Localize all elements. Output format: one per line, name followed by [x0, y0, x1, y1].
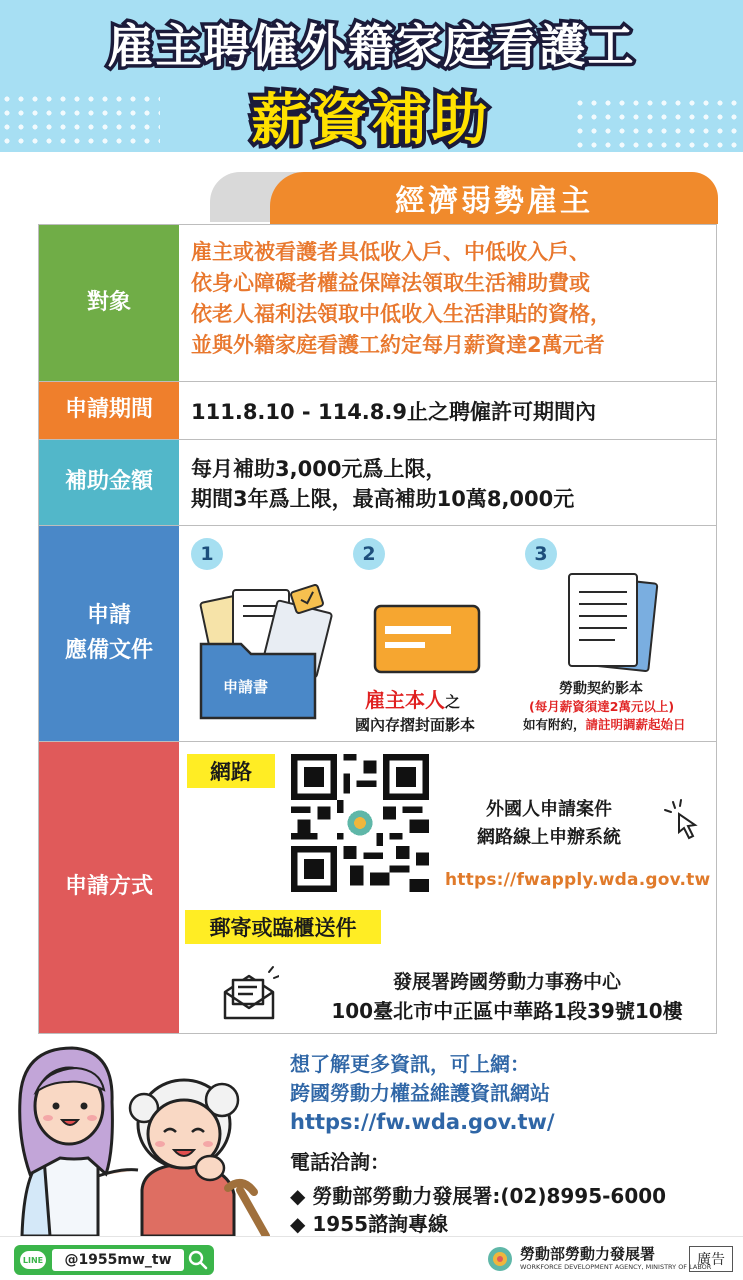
category-tab [270, 172, 718, 224]
search-icon[interactable] [188, 1250, 208, 1270]
online-desc [477, 796, 621, 852]
row-documents-label [39, 526, 179, 741]
target-line: 並與外籍家庭看護工約定每月薪資達2萬元者 [191, 333, 605, 357]
step1-number: 1 [191, 538, 223, 570]
category-tab-label: 經濟弱勢雇主 [395, 184, 593, 219]
bullet-icon: ◆ [290, 1184, 306, 1208]
step2-caption-suffix: 之 [445, 693, 461, 711]
online-url-link[interactable]: https://fwapply.wda.gov.tw [445, 870, 711, 890]
line-id: @1955mw_tw [52, 1249, 184, 1271]
more-info-line2: 跨國勞動力權益維護資訊網站 [290, 1081, 550, 1105]
mail-envelope-icon [219, 964, 279, 1024]
online-tag: 網路 [187, 754, 275, 788]
step3-caption-line1: 勞動契約影本 [559, 681, 643, 697]
footer [0, 1236, 743, 1280]
header-banner [0, 0, 743, 152]
row-target-content [179, 225, 716, 381]
row-period-value: 111.8.10 - 114.8.9止之聘僱許可期間內 [191, 399, 596, 424]
documents-label-line2: 應備文件 [64, 637, 153, 663]
step3-caption-red-line: (每月薪資須達2萬元以上) [529, 699, 675, 714]
step3-caption-red-tail: 請註明調薪起始日 [585, 717, 686, 732]
pointer-click-icon [663, 798, 713, 848]
phone1-text: 勞動部勞動力發展署:(02)8995-6000 [312, 1184, 667, 1208]
step2-caption-line2: 國內存摺封面影本 [355, 716, 476, 734]
row-target [38, 224, 717, 382]
step2-caption-red: 雇主本人 [365, 688, 445, 712]
phone2-text: 1955諮詢專線 [312, 1212, 449, 1236]
agency-english-name: WORKFORCE DEVELOPMENT AGENCY, MINISTRY OF LABOR [520, 1263, 712, 1271]
line-logo-icon: LINE [20, 1251, 46, 1269]
application-folder-icon [197, 584, 337, 724]
online-desc-line2: 網路線上申辦系統 [477, 827, 621, 848]
row-period-label: 申請期間 [39, 382, 179, 439]
target-line: 雇主或被看護者具低收入戶、中低收入戶、 [191, 240, 590, 264]
mail-address [287, 968, 727, 1026]
contract-document-icon [563, 570, 663, 674]
agency-name: 勞動部勞動力發展署 [520, 1245, 656, 1263]
mail-tag: 郵寄或臨櫃送件 [185, 910, 381, 944]
passbook-icon [373, 604, 481, 674]
step3-caption-line3 [523, 715, 686, 733]
online-desc-line1: 外國人申請案件 [486, 799, 612, 820]
phone-heading: 電話洽詢： [290, 1150, 390, 1174]
more-info-block [290, 1050, 555, 1137]
folder-label: 申請書 [223, 678, 269, 696]
target-line: 依老人福利法領取中低收入生活津貼的資格， [191, 302, 611, 326]
row-period [38, 382, 717, 440]
more-info-line1: 想了解更多資訊，可上網： [290, 1052, 530, 1076]
line-account-pill[interactable] [14, 1245, 214, 1275]
step2-number: 2 [353, 538, 385, 570]
more-info-url[interactable]: https://fw.wda.gov.tw/ [290, 1110, 555, 1134]
row-amount-label: 補助金額 [39, 440, 179, 525]
title-line1: 雇主聘僱外籍家庭看護工 [107, 19, 636, 73]
documents-label-line1: 申請 [86, 603, 131, 629]
row-amount [38, 440, 717, 526]
row-target-label: 對象 [39, 225, 179, 381]
step3-number: 3 [525, 538, 557, 570]
amount-line1: 每月補助3,000元爲上限， [191, 457, 447, 481]
row-documents [38, 526, 717, 742]
mail-line1: 發展署跨國勞動力事務中心 [392, 971, 621, 993]
target-line: 依身心障礙者權益保障法領取生活補助費或 [191, 271, 590, 295]
phone-line2 [290, 1208, 448, 1237]
row-method-content [179, 742, 716, 1033]
bullet-icon: ◆ [290, 1212, 306, 1236]
step2-caption-line1 [365, 684, 460, 713]
row-amount-content [179, 440, 716, 525]
amount-line2: 期間3年爲上限，最高補助10萬8,000元 [191, 487, 575, 511]
caregiver-elder-illustration [14, 1040, 282, 1236]
title-line2: 薪資補助 [251, 88, 492, 152]
step3-caption-prefix: 如有附約， [523, 717, 586, 732]
row-documents-content [179, 526, 716, 741]
mail-line2: 100臺北市中正區中華路1段39號10樓 [331, 999, 683, 1023]
row-method-label: 申請方式 [39, 742, 179, 1033]
row-method [38, 742, 717, 1034]
qr-code[interactable] [291, 754, 429, 892]
agency-logo-icon [486, 1245, 514, 1273]
ad-label: 廣告 [689, 1246, 733, 1272]
phone-line1 [290, 1180, 666, 1209]
